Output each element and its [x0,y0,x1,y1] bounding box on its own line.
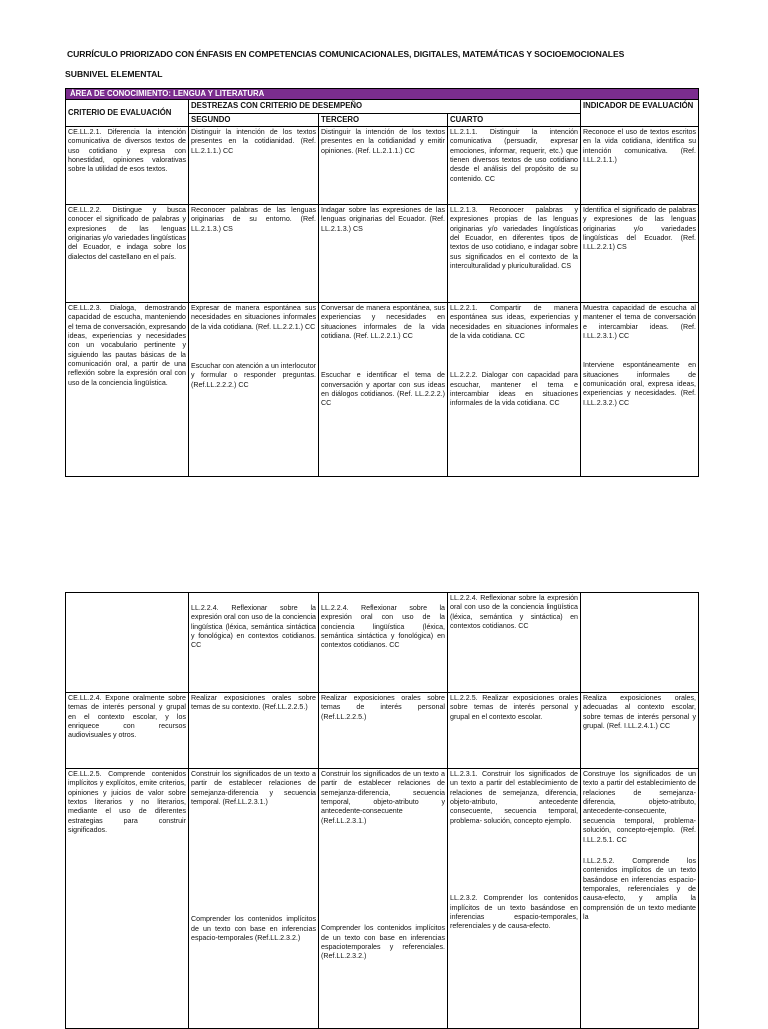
document-subtitle: SUBNIVEL ELEMENTAL [65,69,163,79]
segundo-cell: Distinguir la intención de los textos presentes en la cotidianidad. (Ref. LL.2.1.1.) CC [189,126,319,204]
indicador-text-a: Muestra capacidad de escucha al mantener el tema de conversación e intercambiar ideas. (Ref. I.LL.2.3.1.) CC [583,303,697,340]
segundo-text-a: Expresar de manera espontánea sus necesidades en situaciones informales de la vida cotidiana. (Ref. LL.2.2.1.) CC [191,303,316,331]
segundo-cell: Reconocer palabras de las lenguas originarias de su entorno. (Ref. LL.2.1.3.) CS [189,204,319,302]
tercero-text: LL.2.2.4. Reflexionar sobre la expresión oral con uso de la conciencia lingüística (léxica, semántica sintáctica y fonológica) en contextos cotidianos. CC [321,604,445,650]
cuarto-cell: LL.2.2.5. Realizar exposiciones orales sobre temas de interés personal y grupal en el contexto escolar. [448,693,581,769]
tercero-cell: Indagar sobre las expresiones de las lenguas originarias del Ecuador. (Ref. LL.2.1.3.) CS [319,204,448,302]
criterio-cell: CE.LL.2.3. Dialoga, demostrando capacidad de escucha, manteniendo el tema de conversación, expresando ideas, experiencias y necesidades con un vocabulario pertinente y siguiendo las pautas básicas de la comunicación oral, a partir de una reflexión sobre la expresión oral con uso de la conciencia lingüística. [66,302,189,476]
segundo-cell [189,593,319,693]
cuarto-text-b: LL.2.2.2. Dialogar con capacidad para escuchar, mantener el tema e intercambiar ideas en situaciones informales de la vida cotidiana. CC [450,371,578,408]
indicador-cell: Identifica el significado de palabras y expresiones de las lenguas originarias y/o variedades lingüísticas del Ecuador. (Ref. I.LL.2.2.1) CS [581,204,699,302]
col-criterio-header: CRITERIO DE EVALUACIÓN [66,100,189,127]
cuarto-cell: LL.2.1.3. Reconocer palabras y expresiones propias de las lenguas originarias y/o variedades lingüísticas del Ecuador, en diferentes tipos de textos de uso cotidiano, e indagar sobre sus significados en el contexto de la interculturalidad y pluriculturalidad. CS [448,204,581,302]
tercero-text-b: Comprender los contenidos implícitos de un texto con base en inferencias espaciotemporales y referenciales. (Ref.LL.2.3.2.) [321,924,445,961]
table-row [66,302,699,476]
cuarto-cell: LL.2.1.1. Distinguir la intención comunicativa (persuadir, expresar emociones, informar, requerir, etc.) que tienen diversos textos de uso cotidiano desde el análisis del propósito de su contenido. CC [448,126,581,204]
criterio-cell: CE.LL.2.4. Expone oralmente sobre temas de interés personal y grupal en el contexto escolar, y los enriquece con recursos audiovisuales y otros. [66,693,189,769]
tercero-cell [319,593,448,693]
col-segundo-header: SEGUNDO [189,113,319,126]
tercero-text-a: Construir los significados de un texto a partir de establecer relaciones de semejanza-diferencia, secuencia temporal, objeto-atributo y antecedente-consecuente (Ref.LL.2.3.1.) [321,770,445,825]
tercero-text-b: Escuchar e identificar el tema de conversación y aportar con sus ideas en diálogos cotidianos. (Ref. LL.2.2.2.) CC [321,371,445,408]
tercero-text-a: Conversar de manera espontánea, sus experiencias y necesidades en situaciones informales de la vida cotidiana. (Ref. LL.2.2.1.) CC [321,303,445,340]
table-row [66,693,699,769]
segundo-cell: Realizar exposiciones orales sobre temas de su contexto. (Ref.LL.2.2.5.) [189,693,319,769]
cuarto-text-b: LL.2.3.2. Comprender los contenidos implícitos de un texto basándose en inferencias espacio-temporales, referenciales y de causa-efecto. [450,894,578,931]
curriculum-table-2 [65,592,699,1029]
cuarto-cell: LL.2.2.4. Reflexionar sobre la expresión oral con uso de la conciencia lingüística (léxica, semántica y sintáctica) en contextos cotidianos. CC [448,593,581,693]
document-title: CURRÍCULO PRIORIZADO CON ÉNFASIS EN COMPETENCIAS COMUNICACIONALES, DIGITALES, MATEMÁTICAS Y SOCIOEMOCIONALES [67,49,625,59]
indicador-cell [581,593,699,693]
table-row [66,126,699,204]
tercero-cell [319,769,448,1029]
indicador-text-b: I.LL.2.5.2. Comprende los contenidos implícitos de un texto basándose en inferencias espacio-temporales, referenciales y de causa-efecto, y amplía la comprensión de un texto mediante la [583,856,696,922]
criterio-cell: CE.LL.2.2. Distingue y busca conocer el significado de palabras y expresiones de las lenguas originarias y/o variedades lingüísticas del Ecuador, e indaga sobre los dialectos del castellano en el país. [66,204,189,302]
col-tercero-header: TERCERO [319,113,448,126]
criterio-cell [66,593,189,693]
table-row [66,593,699,693]
tercero-cell: Distinguir la intención de los textos presentes en la cotidianidad y emitir opiniones. (Ref. LL.2.1.1.) CC [319,126,448,204]
tercero-cell: Realizar exposiciones orales sobre temas de interés personal (Ref.LL.2.2.5.) [319,693,448,769]
segundo-text-b: Escuchar con atención a un interlocutor y formular o responder preguntas. (Ref.LL.2.2.2.) CC [191,361,316,389]
criterio-cell: CE.LL.2.5. Comprende contenidos implícitos y explícitos, emite criterios, opiniones y juicios de valor sobre textos literarios y no literarios, mediante el uso de diferentes estrategias para construir significados. [66,769,189,1029]
indicador-text-a: Construye los significados de un texto a partir del establecimiento de relaciones de semejanza-diferencia, objeto-atributo, antecedente-consecuente, secuencia temporal, problema-solución, concepto-ejemplo. (Ref. I.LL.2.5.1. CC [583,770,696,844]
indicador-text-b: Interviene espontáneamente en situaciones informales de comunicación oral, expresa ideas, experiencias y necesidades. (Ref. I.LL.2.3.2.) CC [583,361,697,407]
indicador-cell: Realiza exposiciones orales, adecuadas al contexto escolar, sobre temas de interés personal y grupal. (Ref. I.LL.2.4.1.) CC [581,693,699,769]
table-row [66,769,699,1029]
indicador-cell [581,769,699,1029]
segundo-text-a: Construir los significados de un texto a partir de establecer relaciones de semejanza-diferencia y secuencia temporal. (Ref.LL.2.3.1.) [191,770,316,807]
cuarto-cell [448,769,581,1029]
cuarto-text-a: LL.2.2.1. Compartir de manera espontánea sus ideas, experiencias y necesidades en situaciones informales de la vida cotidiana. CC [450,303,578,340]
segundo-cell [189,769,319,1029]
area-header: ÁREA DE CONOCIMIENTO: LENGUA Y LITERATURA [66,89,699,100]
segundo-cell [189,302,319,476]
indicador-cell: Reconoce el uso de textos escritos en la vida cotidiana, identifica su intención comunicativa. (Ref. I.LL.2.1.1.) [581,126,699,204]
curriculum-table-1 [65,88,699,477]
tercero-cell [319,302,448,476]
col-indicador-header: INDICADOR DE EVALUACIÓN [581,100,699,127]
table-row [66,204,699,302]
cuarto-text-a: LL.2.3.1. Construir los significados de un texto a partir del establecimiento de relaciones de semejanza, diferencia, objeto-atributo, antecedente consecuente, secuencia temporal, problema- solución, concepto ejemplo. [450,770,578,825]
col-destrezas-header: DESTREZAS CON CRITERIO DE DESEMPEÑO [189,100,581,113]
segundo-text-b: Comprender los contenidos implícitos de un texto con base en inferencias espacio-temporales (Ref.LL.2.3.2.) [191,915,316,943]
criterio-cell: CE.LL.2.1. Diferencia la intención comunicativa de diversos textos de uso cotidiano y expresa con honestidad, opiniones valorativas sobre la utilidad de esos textos. [66,126,189,204]
col-cuarto-header: CUARTO [448,113,581,126]
cuarto-cell [448,302,581,476]
indicador-cell [581,302,699,476]
segundo-text: LL.2.2.4. Reflexionar sobre la expresión oral con uso de la conciencia lingüística (léxica, semántica sintáctica y fonológica) en contextos cotidianos. CC [191,604,316,650]
